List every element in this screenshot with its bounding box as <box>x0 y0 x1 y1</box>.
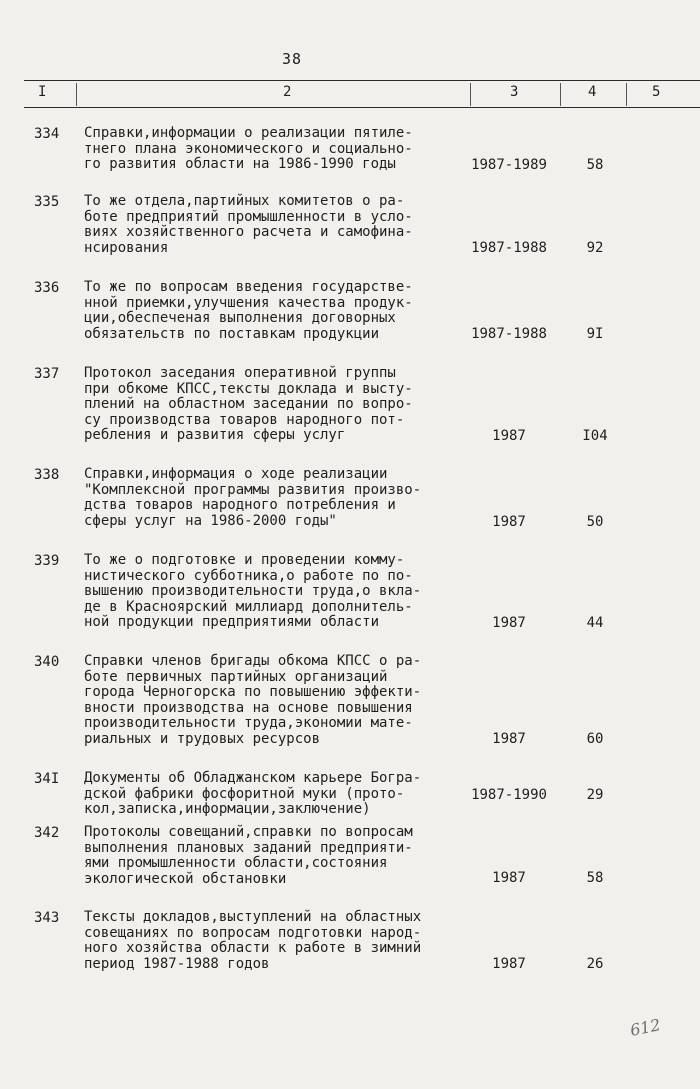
entry-years: 1987-1988 <box>471 326 547 342</box>
entry-description: То же по вопросам введения государстве- нной приемки,улучшения качества продук- ции,обеспеченая выполнения договорных обязательств по поставкам продукции <box>84 279 413 342</box>
entry-number: 336 <box>34 280 60 296</box>
column-header-4: 4 <box>588 84 597 100</box>
entry-description: Протокол заседания оперативной группы при обкоме КПСС,тексты доклада и высту- плений на областном заседании по вопро- су производства товаров народного пот- ребления и развития сферы услуг <box>84 365 413 443</box>
entry-pages: 60 <box>586 731 604 747</box>
entry-pages: 29 <box>586 787 604 803</box>
entry-description: Справки членов бригады обкома КПСС о ра- боте первичных партийных организаций города Черногорска по повышению эффекти- вности производства на основе повышения производительности труда,экономии мате- риальных и трудовых ресурсов <box>84 653 422 747</box>
column-separator <box>560 83 561 106</box>
column-separator <box>626 83 627 106</box>
entry-description: Документы об Обладжанском карьере Богра- дской фабрики фосфоритной муки (прото- кол,записка,информации,заключение) <box>84 770 422 817</box>
entry-number: 342 <box>34 825 60 841</box>
column-separator <box>470 83 471 106</box>
header-top-rule <box>24 80 700 81</box>
entry-description: Протоколы совещаний,справки по вопросам выполнения плановых заданий предприяти- ями промышленности области,состояния экологической обстановки <box>84 824 413 887</box>
entry-pages: 50 <box>586 514 604 530</box>
entry-description: То же отдела,партийных комитетов о ра- боте предприятий промышленности в усло- виях хозяйственного расчета и самофина- нсирования <box>84 193 413 256</box>
column-header-2: 2 <box>283 84 292 100</box>
column-header-1: I <box>38 84 47 100</box>
entry-pages: 58 <box>586 870 604 886</box>
header-bottom-rule <box>24 107 700 108</box>
entry-number: 339 <box>34 553 60 569</box>
entry-years: 1987 <box>492 956 526 972</box>
entry-description: То же о подготовке и проведении комму- нистического субботника,о работе по по- вышению производительности труда,о вкла- де в Красноярский миллиард дополнитель- ной продукции предприятиями области <box>84 552 422 630</box>
entry-years: 1987-1989 <box>471 157 547 173</box>
entry-description: Справки,информация о ходе реализации "Комплексной программы развития произво- дства товаров народного потребления и сферы услуг на 1986-2000 годы" <box>84 466 422 529</box>
entry-pages: 26 <box>586 956 604 972</box>
entry-years: 1987-1988 <box>471 240 547 256</box>
entry-years: 1987 <box>492 615 526 631</box>
entry-number: 343 <box>34 910 60 926</box>
column-separator <box>76 83 77 106</box>
entry-pages: 92 <box>586 240 604 256</box>
entry-pages: 44 <box>586 615 604 631</box>
entry-description: Справки,информации о реализации пятиле- тнего плана экономического и социально- го развития области на 1986-1990 годы <box>84 125 413 172</box>
entry-years: 1987 <box>492 428 526 444</box>
entry-number: 338 <box>34 467 60 483</box>
entry-description: Тексты докладов,выступлений на областных совещаниях по вопросам подготовки народ- ного хозяйства области к работе в зимний период 1987-1988 годов <box>84 909 422 972</box>
handwritten-folio-number: 612 <box>628 1015 663 1040</box>
column-header-3: 3 <box>510 84 519 100</box>
column-header-5: 5 <box>652 84 661 100</box>
entry-pages: 9I <box>586 326 604 342</box>
entry-years: 1987 <box>492 514 526 530</box>
entry-years: 1987-1990 <box>471 787 547 803</box>
entry-pages: 58 <box>586 157 604 173</box>
entry-number: 334 <box>34 126 60 142</box>
entry-number: 34I <box>34 771 60 787</box>
entry-years: 1987 <box>492 870 526 886</box>
entry-number: 337 <box>34 366 60 382</box>
entry-number: 340 <box>34 654 60 670</box>
entry-pages: I04 <box>582 428 608 444</box>
entry-number: 335 <box>34 194 60 210</box>
page-number: 38 <box>282 50 303 68</box>
entry-years: 1987 <box>492 731 526 747</box>
